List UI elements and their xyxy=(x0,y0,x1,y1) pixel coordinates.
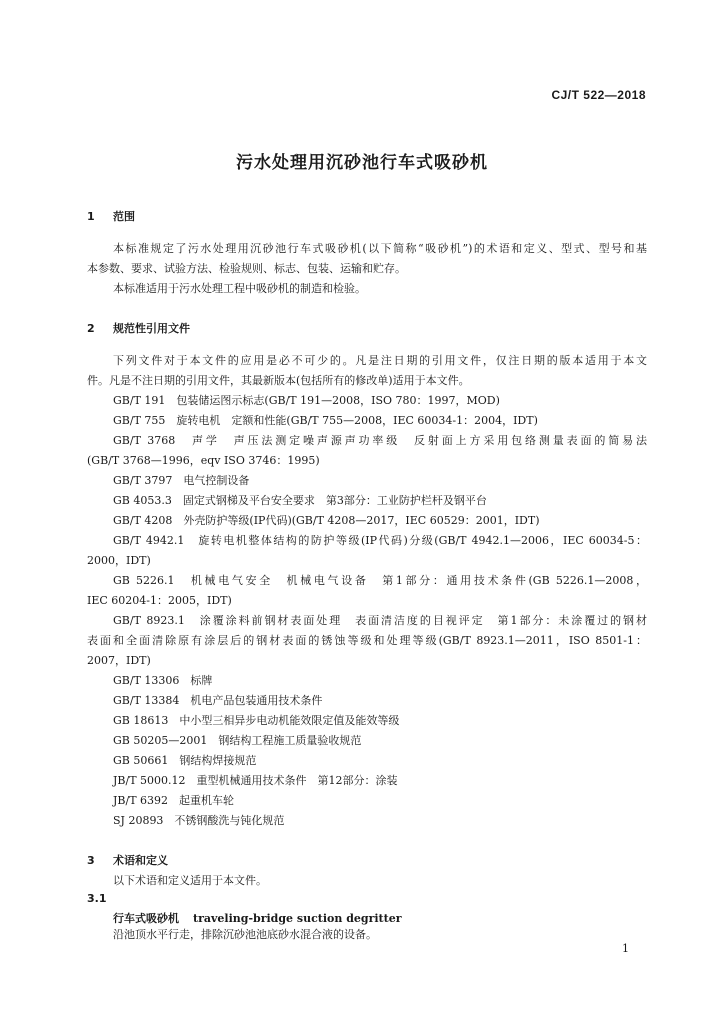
reference-item: GB 5226.1 机械电气安全 机械电气设备 第1部分：通用技术条件(GB 5226.1—2008， xyxy=(113,574,647,587)
section-number: 1 xyxy=(87,210,95,223)
scope-paragraph: 本标准适用于污水处理工程中吸砂机的制造和检验。 xyxy=(113,282,366,295)
scope-paragraph-line: 本标准规定了污水处理用沉砂池行车式吸砂机(以下简称“吸砂机”)的术语和定义、型式、型号和基 xyxy=(113,242,647,255)
reference-item: GB/T 4208 外壳防护等级(IP代码)(GB/T 4208—2017，IEC 60529：2001，IDT) xyxy=(113,514,540,527)
section-number: 3 xyxy=(87,854,95,867)
reference-item: GB/T 4942.1 旋转电机整体结构的防护等级(IP代码)分级(GB/T 4942.1—2006，IEC 60034-5： xyxy=(113,534,647,547)
terms-intro: 以下术语和定义适用于本文件。 xyxy=(113,874,267,887)
term-chinese: 行车式吸砂机 xyxy=(113,912,179,925)
reference-item-continued: IEC 60204-1：2005，IDT) xyxy=(87,594,232,607)
reference-item: SJ 20893 不锈钢酸洗与钝化规范 xyxy=(113,814,285,827)
section-title: 术语和定义 xyxy=(113,854,168,867)
reference-item: GB/T 3768 声学 声压法测定噪声源声功率级 反射面上方采用包络测量表面的简易法 xyxy=(113,434,647,447)
reference-item: GB/T 191 包装储运图示标志(GB/T 191—2008，ISO 780：1997，MOD) xyxy=(113,394,500,407)
section-title: 规范性引用文件 xyxy=(113,322,190,335)
references-intro-line: 件。凡是不注日期的引用文件，其最新版本(包括所有的修改单)适用于本文件。 xyxy=(87,374,470,387)
reference-item-continued: 表面和全面清除原有涂层后的钢材表面的锈蚀等级和处理等级(GB/T 8923.1—2011，ISO 8501-1： xyxy=(87,634,647,647)
reference-item: JB/T 5000.12 重型机械通用技术条件 第12部分：涂装 xyxy=(113,774,398,787)
reference-item: GB 50661 钢结构焊接规范 xyxy=(113,754,257,767)
reference-item: GB/T 8923.1 涂覆涂料前钢材表面处理 表面清洁度的目视评定 第1部分：未涂覆过的钢材 xyxy=(113,614,647,627)
document-title: 污水处理用沉砂池行车式吸砂机 xyxy=(236,153,488,173)
reference-item-continued: 2007，IDT) xyxy=(87,654,151,667)
references-intro-line: 下列文件对于本文件的应用是必不可少的。凡是注日期的引用文件，仅注日期的版本适用于本文 xyxy=(113,354,647,367)
term-english: traveling-bridge suction degritter xyxy=(193,912,402,925)
reference-item: GB 18613 中小型三相异步电动机能效限定值及能效等级 xyxy=(113,714,400,727)
reference-item: GB 4053.3 固定式钢梯及平台安全要求 第3部分：工业防护栏杆及钢平台 xyxy=(113,494,487,507)
reference-item: GB 50205—2001 钢结构工程施工质量验收规范 xyxy=(113,734,362,747)
section-heading-terms xyxy=(87,852,168,868)
reference-item-continued: 2000，IDT) xyxy=(87,554,151,567)
scope-paragraph-line: 本参数、要求、试验方法、检验规则、标志、包装、运输和贮存。 xyxy=(87,262,406,275)
reference-item: JB/T 6392 起重机车轮 xyxy=(113,794,235,807)
term-definition: 沿池顶水平行走，排除沉砂池池底砂水混合液的设备。 xyxy=(113,928,377,941)
term-number: 3.1 xyxy=(87,892,107,905)
reference-item-continued: (GB/T 3768—1996，eqv ISO 3746：1995) xyxy=(87,454,320,467)
term-heading xyxy=(113,910,402,926)
reference-item: GB/T 13306 标牌 xyxy=(113,674,213,687)
section-title: 范围 xyxy=(113,210,135,223)
section-heading-scope xyxy=(87,208,135,224)
section-number: 2 xyxy=(87,322,95,335)
section-heading-normative-references xyxy=(87,320,190,336)
page-number: 1 xyxy=(622,942,629,955)
reference-item: GB/T 755 旋转电机 定额和性能(GB/T 755—2008，IEC 60034-1：2004，IDT) xyxy=(113,414,538,427)
reference-item: GB/T 3797 电气控制设备 xyxy=(113,474,250,487)
standard-code: CJ/T 522—2018 xyxy=(551,88,646,102)
reference-item: GB/T 13384 机电产品包装通用技术条件 xyxy=(113,694,323,707)
